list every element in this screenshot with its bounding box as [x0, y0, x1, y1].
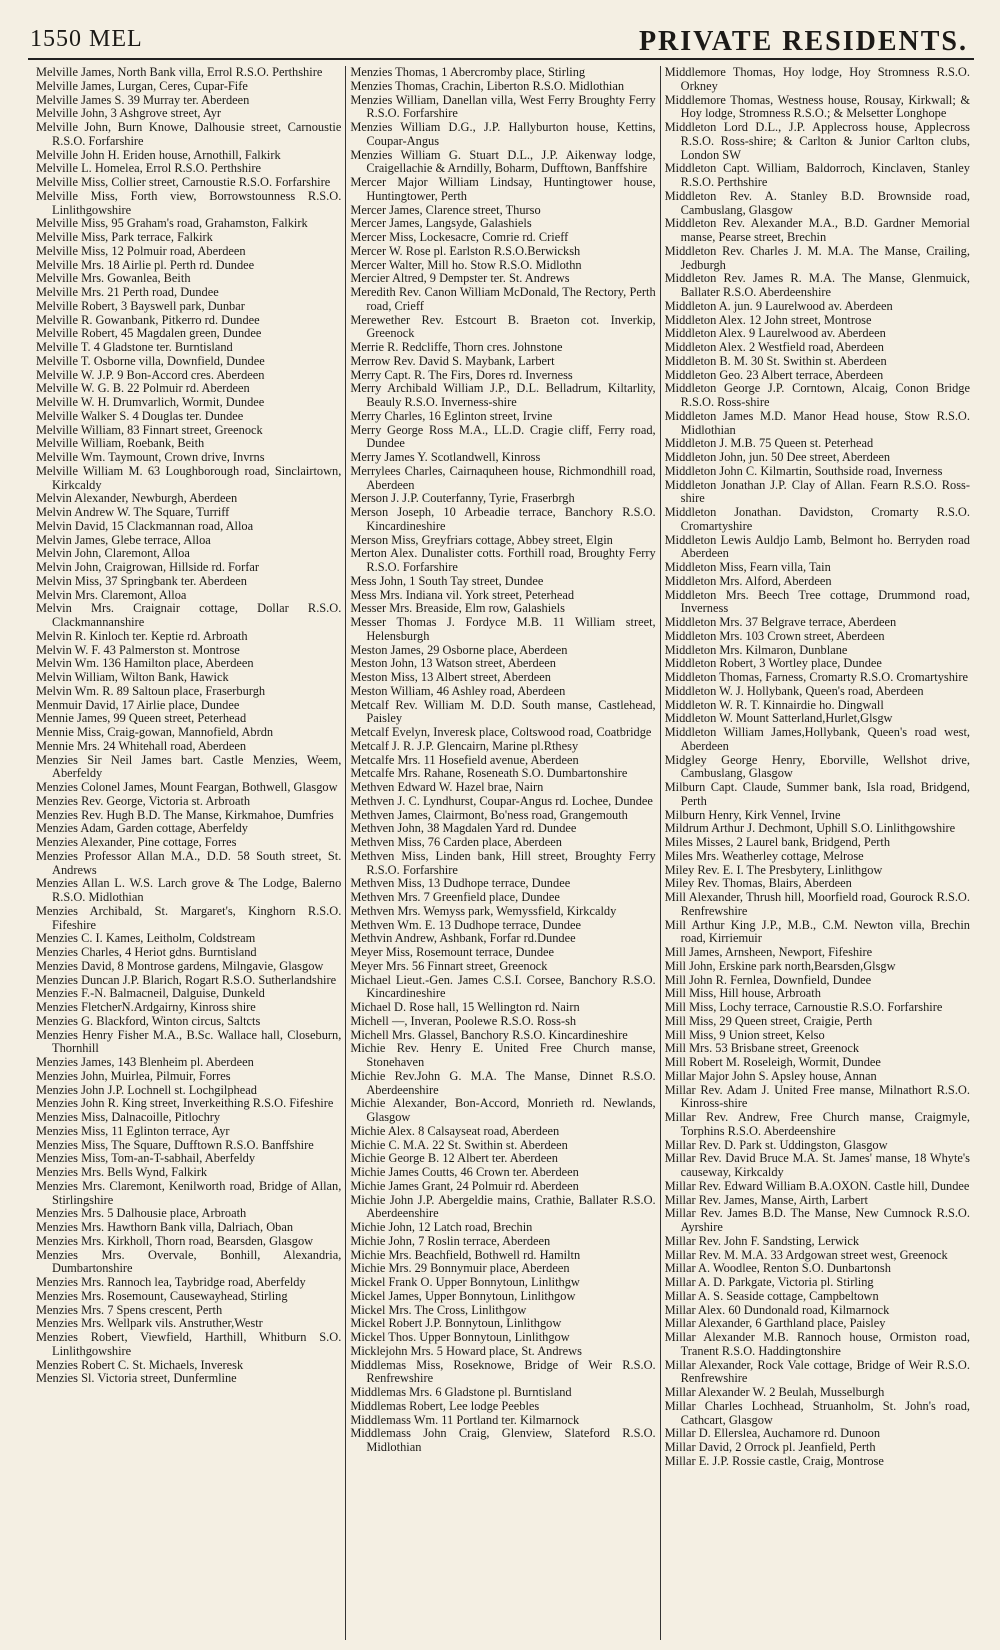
directory-entry: Melville James, Lurgan, Ceres, Cupar-Fife	[36, 78, 248, 93]
directory-entry: Melvin David, 15 Clackmannan road, Alloa	[36, 518, 254, 533]
directory-entry: Mennie Mrs. 24 Whitehall road, Aberdeen	[36, 738, 247, 753]
directory-entry: Mill Robert M. Roseleigh, Wormit, Dundee	[664, 1055, 881, 1069]
directory-columns	[32, 66, 974, 1640]
directory-entry: Menzies James, 143 Blenheim pl. Aberdeen	[36, 1055, 254, 1069]
directory-entry: Menzies F.-N. Balmacneil, Dalguise, Dunkeld	[36, 986, 265, 1001]
directory-entry: Miley Rev. E. I. The Presbytery, Linlithgow	[664, 862, 883, 877]
directory-entry: Milburn Capt. Claude, Summer bank, Isla road, Bridgend, Perth	[664, 780, 970, 808]
directory-entry: Middleton B. M. 30 St. Swithin st. Aberdeen	[664, 353, 887, 368]
directory-entry: Millar Alexander M.B. Rannoch house, Ormiston road, Tranent R.S.O. Haddingtonshire	[664, 1330, 970, 1358]
directory-entry: Melvin Mrs. Claremont, Alloa	[36, 587, 187, 602]
directory-entry: Merewether Rev. Estcourt B. Braeton cot. Inverkip, Greenock	[350, 312, 656, 341]
directory-entry: Michie Rev. Henry E. United Free Church manse, Stonehaven	[350, 1041, 656, 1069]
directory-entry: Mercier Altred, 9 Dempster ter. St. Andrews	[350, 271, 570, 286]
directory-entry: Mill Mrs. 53 Brisbane street, Greenock	[664, 1041, 860, 1056]
directory-entry: Metcalfe Mrs. 11 Hosefield avenue, Aberdeen	[350, 752, 579, 767]
directory-entry: Melville Mrs. 21 Perth road, Dundee	[36, 285, 219, 299]
directory-entry: Mill Miss, 29 Queen street, Craigie, Perth	[664, 1013, 873, 1028]
directory-entry: Mercer Major William Lindsay, Huntingtower house, Huntingtower, Perth	[350, 175, 656, 203]
directory-entry: Melville Robert, 45 Magdalen green, Dundee	[36, 326, 262, 341]
running-head: MEL	[89, 26, 143, 52]
directory-entry: Millar Rev. D. Park st. Uddingston, Glasgow	[664, 1137, 888, 1152]
directory-entry: Melville Walker S. 4 Douglas ter. Dundee	[36, 408, 244, 423]
directory-entry: Melville L. Homelea, Errol R.S.O. Perthshire	[36, 161, 262, 176]
directory-entry: Melville Miss, Park terrace, Falkirk	[36, 230, 213, 244]
directory-entry: Melvin Alexander, Newburgh, Aberdeen	[36, 491, 238, 506]
directory-entry: Melvin James, Glebe terrace, Alloa	[36, 532, 211, 547]
directory-entry: Millar A. S. Seaside cottage, Campbeltown	[664, 1288, 879, 1303]
directory-entry: Middleton John, jun. 50 Dee street, Aberdeen	[664, 450, 891, 464]
directory-entry: Merson Miss, Greyfriars cottage, Abbey street, Elgin	[350, 532, 613, 547]
directory-entry: Menzies William D.G., J.P. Hallyburton house, Kettins, Coupar-Angus	[350, 120, 656, 148]
directory-entry: Middleton Rev. Charles J. M. M.A. The Manse, Crailing, Jedburgh	[664, 243, 970, 272]
directory-entry: Melville Miss, Collier street, Carnoustie R.S.O. Forfarshire	[36, 175, 331, 189]
directory-entry: Mill Miss, 9 Union street, Kelso	[664, 1027, 825, 1042]
directory-entry: Middleton Lewis Auldjo Lamb, Belmont ho. Berryden road Aberdeen	[664, 532, 970, 561]
directory-entry: Michie Alex. 8 Calsayseat road, Aberdeen	[350, 1123, 560, 1138]
directory-entry: Millar Rev. Andrew, Free Church manse, Craigmyle, Torphins R.S.O. Aberdeenshire	[664, 1110, 970, 1138]
directory-entry: Melville John, Burn Knowe, Dalhousie street, Carnoustie R.S.O. Forfarshire	[36, 120, 342, 148]
directory-entry: Michie George B. 12 Albert ter. Aberdeen	[350, 1151, 558, 1166]
directory-entry: Mill James, Arnsheen, Newport, Fifeshire	[664, 945, 873, 959]
directory-entry: Melvin Wm. R. 89 Saltoun place, Fraserburgh	[36, 683, 266, 698]
page-title: PRIVATE RESIDENTS.	[638, 26, 968, 57]
directory-entry: Melvin Miss, 37 Springbank ter. Aberdeen	[36, 573, 247, 588]
directory-entry: Mercer W. Rose pl. Earlston R.S.O.Berwicksh	[350, 243, 581, 258]
directory-entry: Merry Archibald William J.P., D.L. Belladrum, Kiltarlity, Beauly R.S.O. Inverness-shire	[350, 381, 656, 409]
directory-entry: Mickel James, Upper Bonnytoun, Linlithgow	[350, 1288, 576, 1303]
directory-entry: Middleton Lord D.L., J.P. Applecross house, Applecross R.S.O. Ross-shire; & Carlton & Junior Carlton clubs, London SW	[664, 120, 970, 162]
directory-entry: Menzies Miss, Tom-an-T-sabhail, Aberfeldy	[36, 1151, 256, 1166]
directory-entry: Melville William M. 63 Loughborough road, Sinclairtown, Kirkcaldy	[36, 463, 342, 492]
directory-entry: Methvin Andrew, Ashbank, Forfar rd.Dundee	[350, 931, 576, 946]
directory-entry: Menzies Mrs. Wellpark vils. Anstruther,Westr	[36, 1316, 263, 1331]
directory-entry: Metcalf Rev. William M. D.D. South manse, Castlehead, Paisley	[350, 697, 656, 726]
directory-entry: Milburn Henry, Kirk Vennel, Irvine	[664, 807, 841, 822]
directory-entry: Menzies Mrs. Rosemount, Causewayhead, Stirling	[36, 1288, 288, 1303]
directory-entry: Mill Miss, Lochy terrace, Carnoustie R.S.O. Forfarshire	[664, 1000, 943, 1014]
directory-entry: Melville William, 83 Finnart street, Greenock	[36, 422, 263, 437]
directory-entry: Menzies Robert C. St. Michaels, Inveresk	[36, 1357, 244, 1372]
directory-entry: Melville James, North Bank villa, Errol R.S.O. Perthshire	[36, 66, 323, 79]
directory-entry: Melvin W. F. 43 Palmerston st. Montrose	[36, 642, 240, 657]
directory-entry: Middleton Mrs. 37 Belgrave terrace, Aberdeen	[664, 615, 897, 629]
directory-entry: Metcalf Evelyn, Inveresk place, Coltswood road, Coatbridge	[350, 725, 652, 739]
directory-entry: Messer Mrs. Breaside, Elm row, Galashiels	[350, 601, 565, 616]
directory-entry: Middleton Thomas, Farness, Cromarty R.S.O. Cromartyshire	[664, 670, 968, 684]
directory-entry: Middlemore Thomas, Westness house, Rousay, Kirkwall; & Hoy lodge, Stromness R.S.O.; & Melsetter Longhope	[664, 92, 970, 121]
directory-entry: Menzies John J.P. Lochnell st. Lochgilphead	[36, 1082, 257, 1097]
directory-entry: Michie Mrs. 29 Bonnymuir place, Aberdeen	[350, 1261, 570, 1276]
directory-entry: Menzies Thomas, Crachin, Liberton R.S.O. Midlothian	[350, 78, 625, 93]
directory-entry: Millar Charles Lochhead, Struanholm, St. John's road, Cathcart, Glasgow	[664, 1398, 970, 1427]
directory-entry: Millar Alexander, 6 Garthland place, Paisley	[664, 1316, 886, 1331]
directory-entry: Melville R. Gowanbank, Pitkerro rd. Dundee	[36, 312, 260, 327]
directory-entry: Millar Alexander, Rock Vale cottage, Bridge of Weir R.S.O. Renfrewshire	[664, 1357, 970, 1386]
directory-entry: Melvin R. Kinloch ter. Keptie rd. Arbroath	[36, 628, 248, 643]
directory-entry: Michie Rev.John G. M.A. The Manse, Dinnet R.S.O. Aberdeenshire	[350, 1068, 656, 1097]
directory-entry: Merson J. J.P. Couterfanny, Tyrie, Fraserbrgh	[350, 491, 575, 506]
directory-entry: Melville William, Roebank, Beith	[36, 436, 205, 451]
directory-entry: Middlemas Robert, Lee lodge Peebles	[350, 1398, 540, 1413]
directory-entry: Millar D. Ellerslea, Auchamore rd. Dunoon	[664, 1426, 881, 1441]
directory-entry: Menzies Mrs. Bells Wynd, Falkirk	[36, 1165, 208, 1179]
directory-entry: Melville W. H. Drumvarlich, Wormit, Dundee	[36, 395, 265, 409]
directory-entry: Menzies Mrs. 7 Spens crescent, Perth	[36, 1302, 223, 1317]
directory-entry: Menzies Rev. George, Victoria st. Arbroath	[36, 793, 251, 808]
directory-entry: Methven Miss, Linden bank, Hill street, Broughty Ferry R.S.O. Forfarshire	[350, 848, 656, 877]
directory-entry: Michie James Grant, 24 Polmuir rd. Aberdeen	[350, 1178, 579, 1193]
directory-entry: Mill Alexander, Thrush hill, Moorfield road, Gourock R.S.O. Renfrewshire	[664, 890, 970, 918]
directory-entry: Middleton J. M.B. 75 Queen st. Peterhead	[664, 436, 874, 451]
directory-entry: Menzies Mrs. Rannoch lea, Taybridge road, Aberfeldy	[36, 1275, 306, 1289]
directory-entry: Menzies Henry Fisher M.A., B.Sc. Wallace hall, Closeburn, Thornhill	[36, 1027, 342, 1056]
directory-entry: Menzies Thomas, 1 Abercromby place, Stirling	[350, 66, 586, 79]
directory-entry: Middleton W. Mount Satterland,Hurlet,Glsgw	[664, 711, 893, 726]
directory-entry: Metcalf J. R. J.P. Glencairn, Marine pl.Rthesy	[350, 738, 579, 753]
directory-entry: Merton Alex. Dunalister cotts. Forthill road, Broughty Ferry R.S.O. Forfarshire	[350, 546, 656, 574]
directory-entry: Melville T. Osborne villa, Downfield, Dundee	[36, 353, 265, 368]
directory-entry: Mickel Robert J.P. Bonnytoun, Linlithgow	[350, 1316, 562, 1331]
directory-entry: Michie James Coutts, 46 Crown ter. Aberdeen	[350, 1165, 579, 1179]
directory-entry: Middleton Geo. 23 Albert terrace, Aberdeen	[664, 367, 884, 382]
directory-entry: Menzies Mrs. Kirkholl, Thorn road, Bearsden, Glasgow	[36, 1233, 314, 1248]
directory-entry: Middleton Miss, Fearn villa, Tain	[664, 560, 831, 574]
directory-entry: Menzies Miss, 11 Eglinton terrace, Ayr	[36, 1123, 230, 1138]
directory-entry: Middleton Robert, 3 Wortley place, Dundee	[664, 656, 882, 671]
directory-entry: Michell —, Inveran, Poolewe R.S.O. Ross-sh	[350, 1013, 577, 1028]
directory-entry: Michie C. M.A. 22 St. Swithin st. Aberdeen	[350, 1137, 568, 1152]
directory-entry: Merry George Ross M.A., LL.D. Cragie cliff, Ferry road, Dundee	[350, 422, 656, 451]
directory-entry: Melville W. J.P. 9 Bon-Accord cres. Aberdeen	[36, 367, 265, 382]
directory-entry: Menzies Sl. Victoria street, Dunfermline	[36, 1371, 237, 1386]
directory-entry: Millar Rev. David Bruce M.A. St. James' manse, 18 Whyte's causeway, Kirkcaldy	[664, 1151, 970, 1179]
directory-entry: Menzies Rev. Hugh B.D. The Manse, Kirkmahoe, Dumfries	[36, 807, 334, 822]
directory-entry: Methven John, 38 Magdalen Yard rd. Dundee	[350, 821, 577, 836]
directory-entry: Millar E. J.P. Rossie castle, Craig, Montrose	[664, 1453, 884, 1468]
directory-entry: Menzies Sir Neil James bart. Castle Menzies, Weem, Aberfeldy	[36, 752, 342, 781]
directory-entry: Menzies Colonel James, Mount Feargan, Bothwell, Glasgow	[36, 780, 338, 794]
directory-entry: Methven Mrs. Wemyss park, Wemyssfield, Kirkcaldy	[350, 903, 617, 918]
directory-entry: Menmuir David, 17 Airlie place, Dundee	[36, 697, 240, 712]
directory-entry: Melville T. 4 Gladstone ter. Burntisland	[36, 340, 233, 354]
directory-entry: Menzies Allan L. W.S. Larch grove & The Lodge, Balerno R.S.O. Midlothian	[36, 876, 342, 904]
directory-entry: Melvin Wm. 136 Hamilton place, Aberdeen	[36, 656, 254, 671]
directory-entry: Miles Mrs. Weatherley cottage, Melrose	[664, 848, 864, 863]
directory-entry: Melvin Mrs. Craignair cottage, Dollar R.S.O. Clackmannanshire	[36, 601, 342, 629]
page-number: 1550	[30, 26, 82, 52]
directory-entry: Mess John, 1 South Tay street, Dundee	[350, 573, 544, 588]
column-3	[660, 66, 974, 1640]
directory-entry: Metcalfe Mrs. Rahane, Roseneath S.O. Dumbartonshire	[350, 766, 628, 781]
directory-entry: Middleton Alex. 2 Westfield road, Aberdeen	[664, 340, 885, 354]
directory-entry: Menzies Mrs. Hawthorn Bank villa, Dalriach, Oban	[36, 1220, 294, 1234]
directory-entry: Menzies Charles, 4 Heriot gdns. Burntisland	[36, 945, 257, 959]
directory-entry: Middleton A. jun. 9 Laurelwood av. Aberdeen	[664, 298, 893, 313]
directory-entry: Millar Rev. Adam J. United Free manse, Milnathort R.S.O. Kinross-shire	[664, 1082, 970, 1111]
directory-entry: Middleton John C. Kilmartin, Southside road, Inverness	[664, 463, 943, 478]
directory-entry: Millar David, 2 Orrock pl. Jeanfield, Perth	[664, 1440, 876, 1454]
directory-entry: Melville Miss, Forth view, Borrowstounness R.S.O. Linlithgowshire	[36, 188, 342, 217]
directory-entry: Menzies G. Blackford, Winton circus, Saltcts	[36, 1013, 261, 1028]
directory-entry: Michie Mrs. Beachfield, Bothwell rd. Hamiltn	[350, 1247, 581, 1262]
directory-entry: Menzies Alexander, Pine cottage, Forres	[36, 835, 237, 849]
directory-entry: Middleton W. J. Hollybank, Queen's road, Aberdeen	[664, 683, 924, 698]
directory-entry: Middlemas Mrs. 6 Gladstone pl. Burntisland	[350, 1385, 572, 1399]
directory-entry: Mildrum Arthur J. Dechmont, Uphill S.O. Linlithgowshire	[664, 821, 956, 836]
directory-entry: Menzies David, 8 Montrose gardens, Milngavie, Glasgow	[36, 958, 324, 973]
directory-entry: Menzies John R. King street, Inverkeithing R.S.O. Fifeshire	[36, 1096, 334, 1111]
directory-entry: Melville Wm. Taymount, Crown drive, Invrns	[36, 450, 265, 464]
directory-entry: Menzies Mrs. Claremont, Kenilworth road, Bridge of Allan, Stirlingshire	[36, 1178, 342, 1207]
directory-entry: Meston Miss, 13 Albert street, Aberdeen	[350, 670, 551, 684]
directory-entry: Messer Thomas J. Fordyce M.B. 11 William street, Helensburgh	[350, 615, 656, 643]
directory-entry: Michael Lieut.-Gen. James C.S.I. Corsee, Banchory R.S.O. Kincardineshire	[350, 972, 656, 1001]
directory-entry: Millar Rev. Edward William B.A.OXON. Castle hill, Dundee	[664, 1178, 970, 1193]
column-2	[345, 66, 659, 1640]
directory-entry: Menzies Robert, Viewfield, Harthill, Whitburn S.O. Linlithgowshire	[36, 1330, 342, 1358]
directory-entry: Miles Misses, 2 Laurel bank, Bridgend, Perth	[664, 835, 891, 849]
directory-entry: Middlemass Wm. 11 Portland ter. Kilmarnock	[350, 1412, 580, 1427]
directory-entry: Merrylees Charles, Cairnaquheen house, Richmondhill road, Aberdeen	[350, 463, 656, 492]
directory-entry: Millar Alex. 60 Dundonald road, Kilmarnock	[664, 1302, 890, 1317]
directory-entry: Methven J. C. Lyndhurst, Coupar-Angus rd. Lochee, Dundee	[350, 793, 653, 808]
directory-entry: Methven Wm. E. 13 Dudhope terrace, Dundee	[350, 917, 581, 932]
directory-entry: Middleton Rev. James R. M.A. The Manse, Glenmuick, Ballater R.S.O. Aberdeenshire	[664, 271, 970, 299]
directory-entry: Menzies Adam, Garden cottage, Aberfeldy	[36, 821, 248, 836]
directory-entry: Mennie James, 99 Queen street, Peterhead	[36, 711, 247, 726]
directory-entry: Middleton James M.D. Manor Head house, Stow R.S.O. Midlothian	[664, 408, 970, 437]
directory-entry: Middlemas Miss, Roseknowe, Bridge of Weir R.S.O. Renfrewshire	[350, 1357, 656, 1386]
directory-entry: Menzies FletcherN.Ardgairny, Kinross shire	[36, 1000, 256, 1014]
directory-entry: Millar A. Woodlee, Renton S.O. Dunbartonsh	[664, 1261, 891, 1276]
directory-entry: Mennie Miss, Craig-gowan, Mannofield, Abrdn	[36, 725, 274, 739]
directory-entry: Millar Rev. James B.D. The Manse, New Cumnock R.S.O. Ayrshire	[664, 1206, 970, 1234]
directory-entry: Middleton Rev. A. Stanley B.D. Brownside road, Cambuslang, Glasgow	[664, 188, 970, 217]
directory-entry: Michie John, 7 Roslin terrace, Aberdeen	[350, 1233, 551, 1248]
directory-entry: Mickel Thos. Upper Bonnytoun, Linlithgow	[350, 1330, 570, 1344]
directory-entry: Melville Mrs. Gowanlea, Beith	[36, 271, 191, 286]
directory-entry: Melvin John, Craigrowan, Hillside rd. Forfar	[36, 560, 259, 574]
directory-entry: Michael D. Rose hall, 15 Wellington rd. Nairn	[350, 1000, 580, 1014]
directory-entry: Millar Rev. James, Manse, Airth, Larbert	[664, 1192, 868, 1207]
directory-entry: Middleton Capt. William, Baldorroch, Kinclaven, Stanley R.S.O. Perthshire	[664, 161, 970, 189]
directory-entry: Mess Mrs. Indiana vil. York street, Peterhead	[350, 587, 575, 602]
header-rule	[28, 58, 974, 60]
directory-entry: Melville Miss, 12 Polmuir road, Aberdeen	[36, 243, 246, 258]
directory-entry: Mickel Frank O. Upper Bonnytoun, Linlithgw	[350, 1275, 580, 1289]
directory-entry: Michie John, 12 Latch road, Brechin	[350, 1220, 533, 1234]
directory-entry: Merry Capt. R. The Firs, Dores rd. Inverness	[350, 367, 573, 382]
directory-entry: Middleton Mrs. 103 Crown street, Aberdeen	[664, 628, 885, 643]
directory-entry: Mickel Mrs. The Cross, Linlithgow	[350, 1302, 527, 1317]
directory-entry: Merrow Rev. David S. Maybank, Larbert	[350, 353, 555, 368]
directory-entry: Melville Miss, 95 Graham's road, Grahamston, Falkirk	[36, 216, 308, 231]
directory-entry: Middleton Alex. 12 John street, Montrose	[664, 312, 872, 327]
directory-entry: Meyer Mrs. 56 Finnart street, Greenock	[350, 958, 548, 973]
page-header	[28, 24, 974, 60]
directory-entry: Middleton W. R. T. Kinnairdie ho. Dingwall	[664, 697, 884, 712]
directory-entry: Millar Alexander W. 2 Beulah, Musselburgh	[664, 1385, 885, 1399]
directory-entry: Melville W. G. B. 22 Polmuir rd. Aberdeen	[36, 381, 250, 396]
column-1	[32, 66, 345, 1640]
directory-entry: Meston John, 13 Watson street, Aberdeen	[350, 656, 556, 671]
directory-entry: Millar Major John S. Apsley house, Annan	[664, 1068, 877, 1083]
directory-entry: Middleton Jonathan. Davidston, Cromarty R.S.O. Cromartyshire	[664, 505, 970, 533]
directory-entry: Menzies Archibald, St. Margaret's, Kinghorn R.S.O. Fifeshire	[36, 903, 342, 932]
directory-entry: Methven Miss, 76 Carden place, Aberdeen	[350, 835, 562, 849]
directory-entry: Merrie R. Redcliffe, Thorn cres. Johnstone	[350, 340, 563, 354]
directory-entry: Menzies William, Danellan villa, West Ferry Broughty Ferry R.S.O. Forfarshire	[350, 92, 656, 121]
directory-entry: Menzies Professor Allan M.A., D.D. 58 South street, St. Andrews	[36, 848, 342, 877]
directory-entry: Mill Arthur King J.P., M.B., C.M. Newton villa, Brechin road, Kirriemuir	[664, 917, 970, 946]
directory-entry: Middleton Mrs. Alford, Aberdeen	[664, 573, 832, 588]
directory-entry: Michell Mrs. Glassel, Banchory R.S.O. Kincardineshire	[350, 1027, 628, 1042]
directory-entry: Michie Alexander, Bon-Accord, Monrieth rd. Newlands, Glasgow	[350, 1096, 656, 1124]
directory-entry: Methven Edward W. Hazel brae, Nairn	[350, 780, 544, 794]
directory-entry: Methven James, Clairmont, Bo'ness road, Grangemouth	[350, 807, 628, 822]
directory-entry: Mill John, Erskine park north,Bearsden,Glsgw	[664, 958, 896, 973]
directory-entry: Menzies Mrs. Overvale, Bonhill, Alexandria, Dumbartonshire	[36, 1247, 342, 1276]
directory-entry: Merry Charles, 16 Eglinton street, Irvine	[350, 408, 553, 423]
directory-entry: Melville John, 3 Ashgrove street, Ayr	[36, 106, 222, 121]
directory-entry: Millar Rev. John F. Sandsting, Lerwick	[664, 1233, 860, 1248]
directory-entry: Melvin Andrew W. The Square, Turriff	[36, 505, 230, 519]
directory-entry: Middleton William James,Hollybank, Queen's road west, Aberdeen	[664, 725, 970, 753]
directory-entry: Melville John H. Eriden house, Arnothill, Falkirk	[36, 147, 281, 162]
directory-entry: Middleton Rev. Alexander M.A., B.D. Gardner Memorial manse, Pearse street, Brechin	[664, 216, 970, 244]
directory-entry: Millar A. D. Parkgate, Victoria pl. Stirling	[664, 1275, 874, 1289]
directory-entry: Mercer Walter, Mill ho. Stow R.S.O. Midlothn	[350, 257, 582, 272]
directory-entry: Middleton Alex. 9 Laurelwood av. Aberdeen	[664, 326, 886, 341]
directory-entry: Melville Robert, 3 Bayswell park, Dunbar	[36, 298, 245, 313]
directory-entry: Melvin William, Wilton Bank, Hawick	[36, 670, 229, 684]
directory-entry: Miley Rev. Thomas, Blairs, Aberdeen	[664, 876, 852, 891]
directory-entry: Meredith Rev. Canon William McDonald, The Rectory, Perth road, Crieff	[350, 285, 656, 313]
directory-entry: Mercer James, Clarence street, Thurso	[350, 202, 541, 217]
directory-entry: Mercer Miss, Lockesacre, Comrie rd. Crieff	[350, 230, 569, 244]
directory-entry: Mercer James, Langsyde, Galashiels	[350, 216, 532, 231]
directory-entry: Meyer Miss, Rosemount terrace, Dundee	[350, 945, 555, 959]
directory-entry: Micklejohn Mrs. 5 Howard place, St. Andrews	[350, 1343, 582, 1358]
directory-entry: Middleton Jonathan J.P. Clay of Allan. Fearn R.S.O. Ross-shire	[664, 477, 970, 506]
directory-entry: Methven Miss, 13 Dudhope terrace, Dundee	[350, 876, 571, 891]
directory-entry: Michie John J.P. Abergeldie mains, Crathie, Ballater R.S.O. Aberdeenshire	[350, 1192, 656, 1221]
directory-entry: Middlemass John Craig, Glenview, Slateford R.S.O. Midlothian	[350, 1426, 656, 1454]
directory-entry: Meston William, 46 Ashley road, Aberdeen	[350, 683, 566, 698]
directory-entry: Melville Mrs. 18 Airlie pl. Perth rd. Dundee	[36, 257, 255, 272]
directory-entry: Middlemore Thomas, Hoy lodge, Hoy Stromness R.S.O. Orkney	[664, 66, 970, 93]
directory-entry: Merry James Y. Scotlandwell, Kinross	[350, 450, 541, 464]
directory-entry: Menzies Mrs. 5 Dalhousie place, Arbroath	[36, 1206, 247, 1221]
directory-entry: Merson Joseph, 10 Arbeadie terrace, Banchory R.S.O. Kincardineshire	[350, 505, 656, 533]
directory-entry: Menzies Miss, Dalnacoille, Pitlochry	[36, 1110, 221, 1124]
directory-entry: Middleton Mrs. Beech Tree cottage, Drummond road, Inverness	[664, 587, 970, 616]
directory-entry: Midgley George Henry, Eborville, Wellshot drive, Cambuslang, Glasgow	[664, 752, 970, 781]
directory-entry: Melvin John, Claremont, Alloa	[36, 546, 190, 561]
directory-entry: Mill John R. Fernlea, Downfield, Dundee	[664, 972, 872, 987]
directory-entry: Middleton Mrs. Kilmaron, Dunblane	[664, 642, 848, 657]
directory-entry: Millar Rev. M. M.A. 33 Ardgowan street west, Greenock	[664, 1247, 948, 1262]
directory-entry: Mill Miss, Hill house, Arbroath	[664, 986, 821, 1001]
directory-entry: Menzies John, Muirlea, Pilmuir, Forres	[36, 1068, 231, 1083]
directory-entry: Menzies Miss, The Square, Dufftown R.S.O. Banffshire	[36, 1137, 314, 1152]
directory-entry: Menzies William G. Stuart D.L., J.P. Aikenway lodge, Craigellachie & Arndilly, Boharm, Dufftown, Banffshire	[350, 147, 656, 176]
directory-entry: Menzies Duncan J.P. Blarich, Rogart R.S.O. Sutherlandshire	[36, 972, 337, 987]
directory-entry: Methven Mrs. 7 Greenfield place, Dundee	[350, 890, 560, 904]
directory-entry: Melville James S. 39 Murray ter. Aberdeen	[36, 92, 250, 107]
directory-entry: Meston James, 29 Osborne place, Aberdeen	[350, 642, 568, 657]
directory-entry: Menzies C. I. Kames, Leitholm, Coldstream	[36, 931, 256, 946]
directory-entry: Middleton George J.P. Corntown, Alcaig, Conon Bridge R.S.O. Ross-shire	[664, 381, 970, 409]
